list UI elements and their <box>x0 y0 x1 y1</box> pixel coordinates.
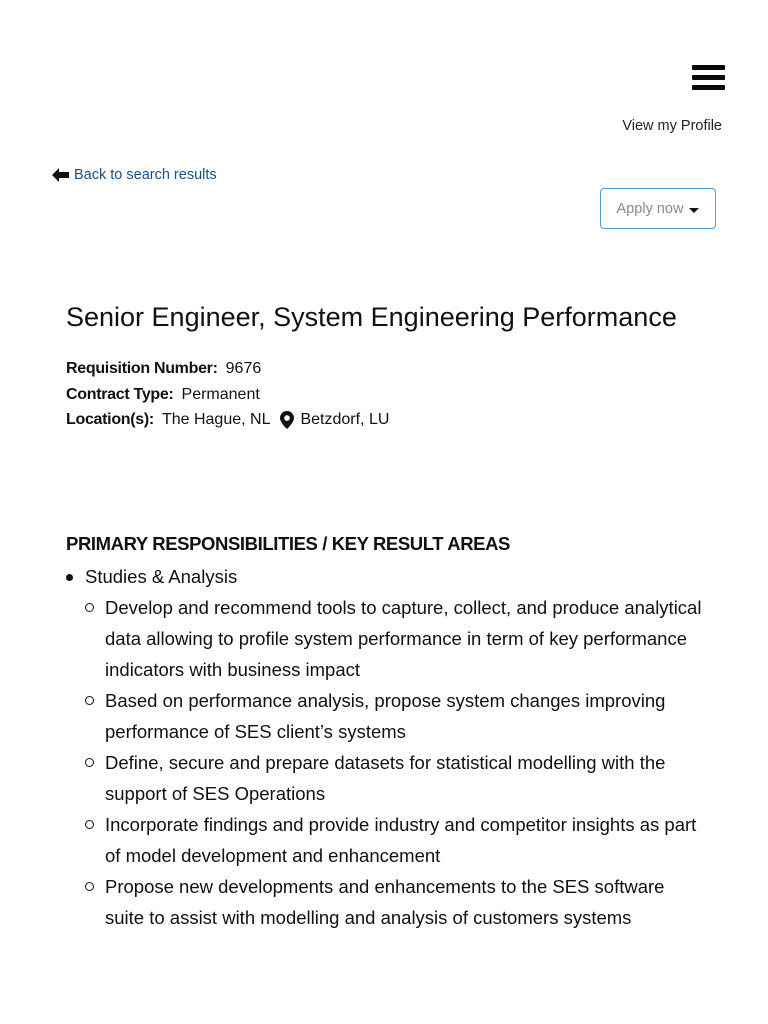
responsibilities-list <box>66 561 706 933</box>
responsibilities-heading: PRIMARY RESPONSIBILITIES / KEY RESULT AREAS <box>66 533 510 554</box>
job-title: Senior Engineer, System Engineering Performance <box>66 302 677 332</box>
location-value: Betzdorf, LU <box>300 411 390 428</box>
hamburger-menu-icon[interactable] <box>692 65 726 91</box>
list-item: Propose new developments and enhancements to the SES software suite to assist with modelling and analysis of customers systems <box>85 871 706 933</box>
menu-bar <box>692 75 725 80</box>
menu-bar <box>692 65 725 70</box>
requisition-value: 9676 <box>225 360 262 377</box>
view-profile-link[interactable]: View my Profile <box>622 118 722 134</box>
caret-down-icon <box>689 208 699 213</box>
contract-row <box>66 382 389 408</box>
list-item: Incorporate findings and provide industry and competitor insights as part of model development and enhancement <box>85 809 706 871</box>
list-item <box>66 561 706 933</box>
location-label: Location(s): <box>66 411 154 428</box>
map-pin-icon <box>280 411 294 429</box>
apply-now-button[interactable] <box>600 188 716 229</box>
list-item-label: Studies & Analysis <box>85 566 238 587</box>
back-link-label: Back to search results <box>74 167 217 183</box>
requisition-label: Requisition Number: <box>66 360 218 377</box>
arrow-left-icon <box>52 168 70 182</box>
location-value: The Hague, NL <box>161 411 271 428</box>
apply-now-label: Apply now <box>616 200 684 217</box>
sub-list <box>85 592 706 933</box>
list-item: Define, secure and prepare datasets for statistical modelling with the support of SES Operations <box>85 747 706 809</box>
requisition-row <box>66 356 389 382</box>
contract-label: Contract Type: <box>66 385 174 403</box>
list-item: Develop and recommend tools to capture, collect, and produce analytical data allowing to profile system performance in term of key performance indicators with business impact <box>85 592 706 685</box>
contract-value: Permanent <box>181 385 260 403</box>
back-to-search-link[interactable] <box>52 167 217 183</box>
list-item: Based on performance analysis, propose system changes improving performance of SES client’s systems <box>85 685 706 747</box>
job-meta <box>66 356 389 433</box>
location-row <box>66 407 389 433</box>
menu-bar <box>692 85 725 90</box>
